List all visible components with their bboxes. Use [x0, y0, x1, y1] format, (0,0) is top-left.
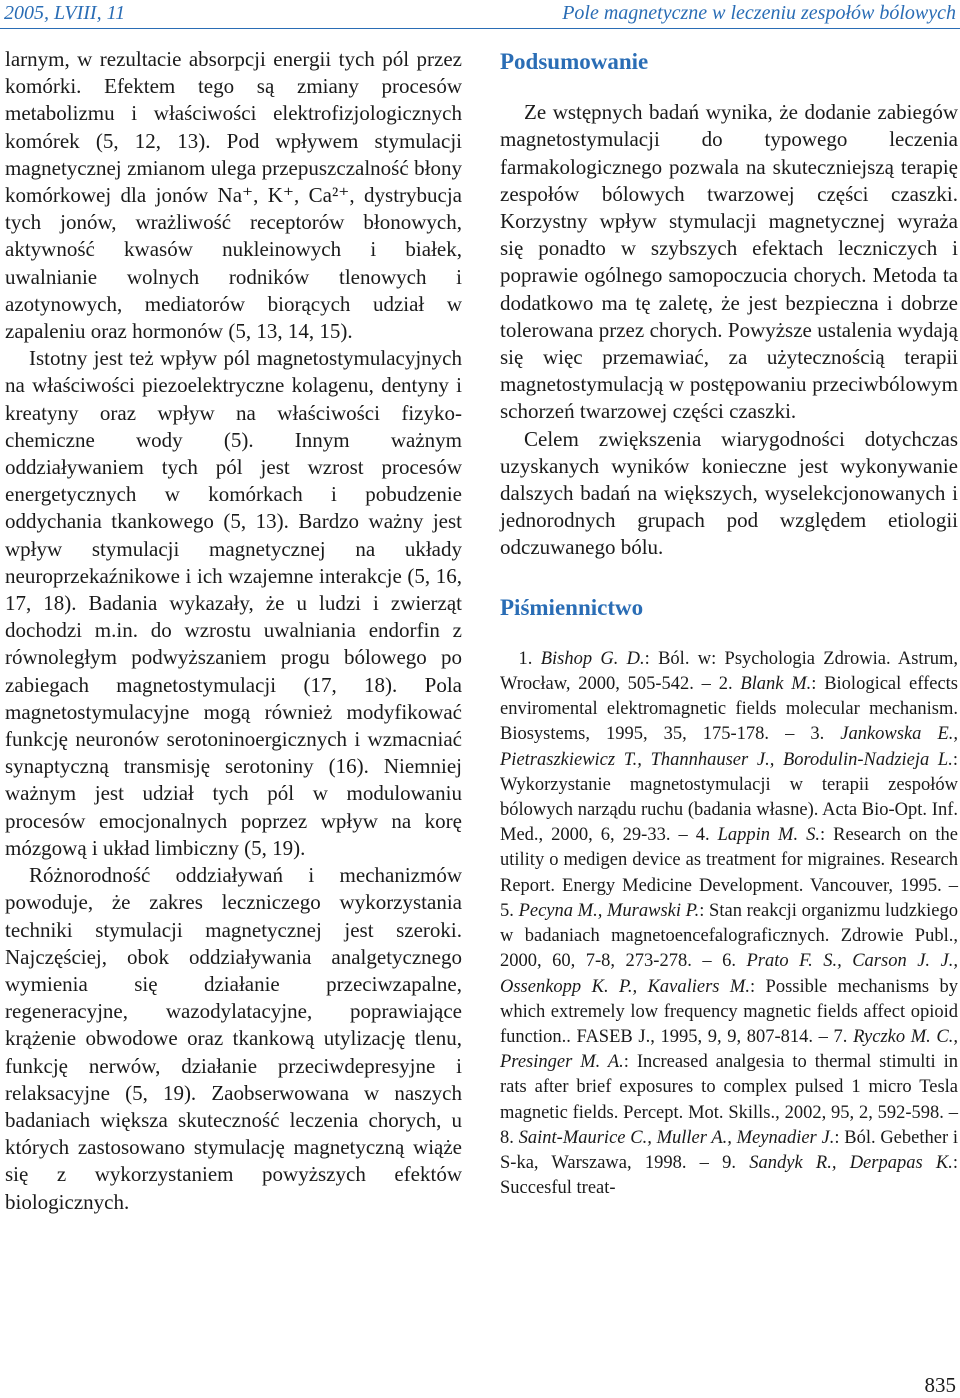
- reference-number: 4.: [695, 825, 718, 846]
- summary-paragraph: Celem zwiększenia wiarygodności dotychczas uzyskanych wyników konieczne jest wykonywanie dalszych badań na większych, wyselekcjonowanych i jednorodnych grupach pod względem etiologii odczuwanego bólu.: [500, 426, 958, 560]
- body-paragraph: Różnorodność oddziaływań i mechanizmów powoduje, że zakres leczniczego wykorzystania techniki stymulacji magnetycznej jest szeroki. Najczęściej, obok oddziaływania analgetycznego wymienia się działanie przeciwzapalne, regeneracyjne, wazodylatacyjne, poprawiające krążenie obwodowe oraz tkankową utylizację tlenu, funkcję nerwów, działanie przeciwdepresyjne i relaksacyjne (5, 19). Zaobserwowana w naszych badaniach większa skuteczność leczenia chorych, u których zastosowano stymulację magnetyczną wiąże się z wykorzystaniem powyższych efektów biologicznych.: [5, 863, 462, 1214]
- reference-authors: Bishop G. D.: [540, 648, 645, 669]
- reference-number: 6.: [722, 951, 747, 972]
- reference-number: 8.: [500, 1127, 519, 1148]
- reference-text: : Possible mechanisms by which extremely low frequency magnetic fields affect opioid function.. FASEB J., 1995, 9, 9, 807-814. –: [500, 976, 958, 1047]
- reference-text: : Stan reakcji organizmu ludzkiego w badaniach magnetoencefalograficznych. Zdrowie Publ., 2000, 60, 7-8, 273-278. –: [500, 900, 959, 972]
- reference-number: 7.: [833, 1026, 854, 1047]
- reference-text: : Increased analgesia to thermal stimulti in rats after brief exposures to complex pulsed 1 micro Tesla magnetic fields. Percept. Mot. Skills., 2002, 95, 2, 592-598. –: [500, 1052, 958, 1123]
- running-header-right: Pole magnetyczne w leczeniu zespołów bólowych: [562, 2, 956, 24]
- summary-heading: Podsumowanie: [500, 49, 649, 74]
- right-column: [500, 48, 958, 1201]
- reference-text: : Ból. w: Psychologia Zdrowia. Astrum, Wrocław, 2000, 505-542. –: [500, 648, 958, 695]
- reference-authors: Lappin M. S.: [717, 825, 820, 846]
- reference-text: : Research on the utility o medigen device as treatment for migraines. Research Report. Energy Medicine Development. Vancouver, 1995. –: [500, 825, 959, 896]
- reference-authors: Jankowska E., Pietraszkiewicz T., Thannhauser J., Borodulin-Nadzieja L.: [500, 724, 958, 770]
- running-header-left: 2005, LVIII, 11: [4, 2, 126, 24]
- page-number: 835: [924, 1373, 956, 1397]
- reference-number: 9.: [722, 1152, 750, 1173]
- reference-authors: Blank M.: [740, 674, 812, 695]
- reference-list: [500, 647, 958, 1201]
- summary-paragraph: Ze wstępnych badań wynika, że dodanie zabiegów magnetostymulacji do typowego leczenia farmakologicznego pozwala na skuteczniejszą terapię zespołów bólowych twarzowej części czaszki. Korzystny wpływ stymulacji magnetycznej wyraża się ponadto w szybszych efektach leczniczych i poprawie ogólnego samopoczucia chorych. Metoda ta dodatkowo ma tę zaletę, że jest bezpieczna i dobrze tolerowana przez chorych. Powyższe ustalenia wydają się więc przemawiać, za użytecznością terapii magnetostymulacją w postępowaniu przeciwbólowym schorzeń twarzowej części czaszki.: [500, 100, 958, 424]
- reference-text: : Wykorzystanie magnetostymulacji w terapii zespołów bólowych narządu ruchu (badania własne). Acta Bio-Opt. Inf. Med., 2000, 6, 29-33. –: [500, 749, 958, 846]
- references-heading: Piśmiennictwo: [500, 594, 644, 620]
- left-column: [5, 46, 462, 1216]
- reference-number: 3.: [810, 724, 841, 745]
- reference-authors: Sandyk R., Derpapas K.: [749, 1152, 953, 1173]
- reference-number: 2.: [718, 674, 741, 695]
- reference-authors: Saint-Maurice C., Muller A., Meynadier J.: [518, 1127, 835, 1148]
- reference-authors: Pecyna M., Murawski P.: [518, 900, 700, 921]
- body-paragraph: Istotny jest też wpływ pól magnetostymulacyjnych na właściwości piezoelektryczne kolagenu, dentyny i kreatyny oraz wpływ na właściwości fizyko-chemiczne wody (5). Innym ważnym oddziaływaniem tych pól jest wzrost procesów energetycznych w komórkach i pobudzenie oddychania tkankowego (5, 13). Bardzo ważny jest wpływ stymulacji magnetycznej na układy neuroprzekaźnikowe i ich wzajemne interakcje (5, 16, 17, 18). Badania wykazały, że u ludzi i zwierząt dochodzi m.in. do wzrostu uwalniania endorfin z równoległym podwyższaniem progu bólowego po zabiegach magnetostymulacji (17, 18). Pola magnetostymulacyjne mogą również modyfikować funkcję neuronów serotoninoergicznych i wzmacniać synaptyczną transmisję serotoniny (16). Niemniej ważnym jest udział tych pól w modulowaniu procesów emocjonalnych poprzez wpływ na korę mózgową i układ limbiczny (5, 19).: [5, 346, 462, 860]
- reference-number: 1.: [500, 648, 541, 669]
- reference-authors: Ryczko M. C., Presinger M. A.: [500, 1026, 959, 1073]
- reference-text: : Ból. Gebether i S-ka, Warszawa, 1998. –: [500, 1127, 959, 1173]
- reference-number: 5.: [500, 900, 519, 921]
- reference-text: : Biological effects enviromental elektromagnetic fields molecular mechanism. Biosystems, 1995, 35, 175-178. –: [500, 674, 958, 745]
- body-paragraph: larnym, w rezultacie absorpcji energii tych pól przez komórki. Efektem tego są zmiany procesów metabolizmu i właściwości elektrofizjologicznych komórek (5, 12, 13). Pod wpływem stymulacji magnetycznej zmianom ulega przepuszczalność błony komórkowej dla jonów Na⁺, K⁺, Ca²⁺, dystrybucja tych jonów, wrażliwość receptorów błonowych, aktywność kwasów nukleinowych i białek, uwalnianie wolnych rodników tlenowych i azotynowych, mediatorów biorących udział w zapaleniu oraz hormonów (5, 13, 14, 15).: [5, 47, 462, 344]
- reference-text: : Succesful treat-: [500, 1152, 958, 1199]
- header-divider: [0, 28, 960, 29]
- reference-authors: Prato F. S., Carson J. J., Ossenkopp K. P., Kavaliers M.: [500, 951, 959, 997]
